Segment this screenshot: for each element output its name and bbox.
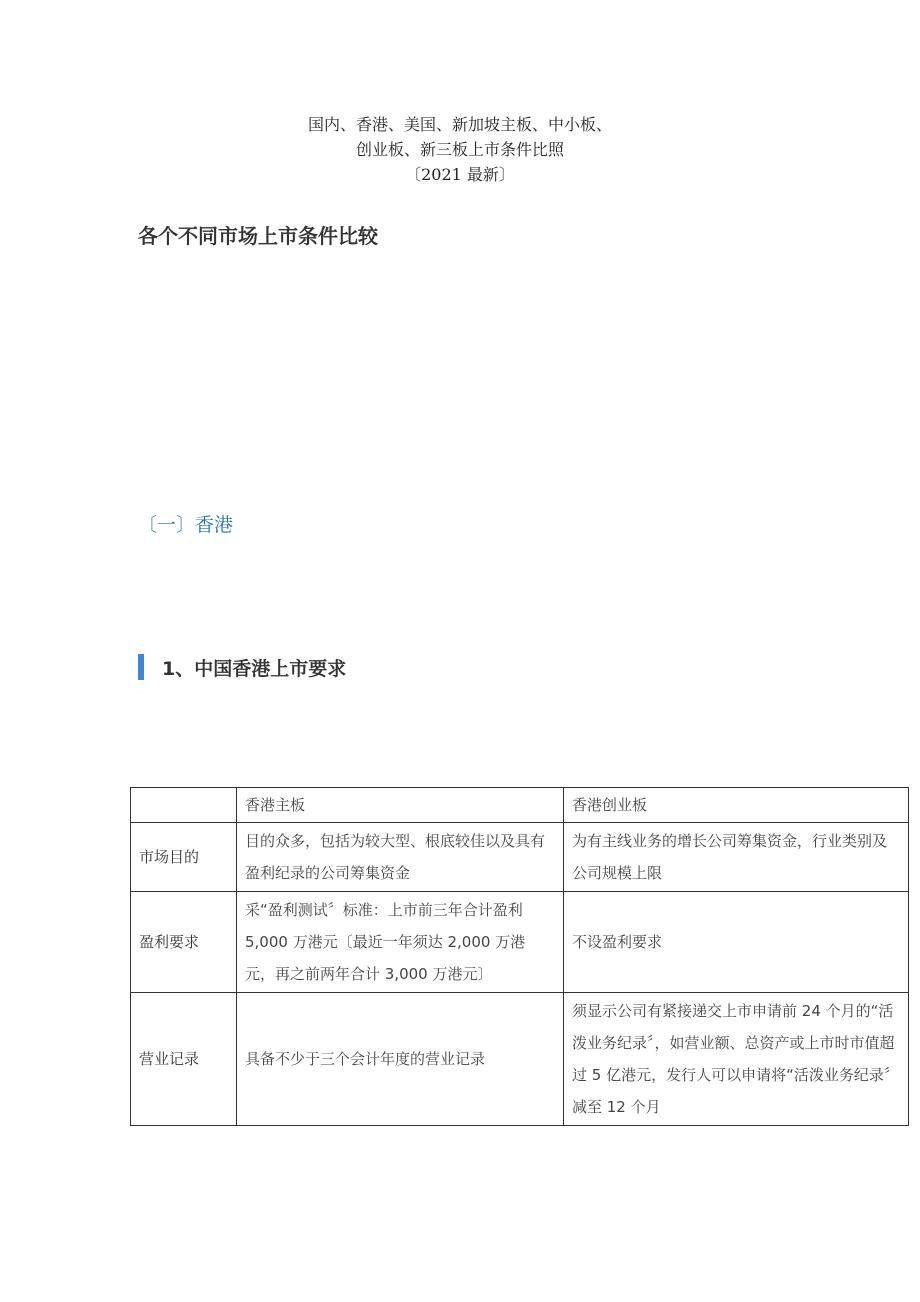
header-cell-gem: 香港创业板	[564, 788, 909, 823]
subsection-hong-kong: 〔一〕香港	[138, 514, 234, 536]
table-row	[131, 993, 909, 1126]
cell-gem: 须显示公司有紧接递交上市申请前 24 个月的“活泼业务纪录〞，如营业额、总资产或上市时市值超过 5 亿港元，发行人可以申请将“活泼业务纪录〞减至 12 个月	[564, 993, 909, 1126]
cell-gem: 为有主线业务的增长公司筹集资金，行业类别及公司规模上限	[564, 823, 909, 892]
title-line-2: 创业板、新三板上市条件比照	[355, 140, 564, 159]
cell-main-board: 目的众多，包括为较大型、根底较佳以及具有盈利纪录的公司筹集资金	[237, 823, 564, 892]
subheading-text: 1、中国香港上市要求	[162, 657, 347, 680]
header-cell-empty	[131, 788, 237, 823]
title-line-3: 〔2021 最新〕	[405, 165, 515, 184]
document-title	[0, 112, 920, 187]
cell-main-board: 具备不少于三个会计年度的营业记录	[237, 993, 564, 1126]
section-heading: 各个不同市场上市条件比较	[138, 224, 378, 248]
subheading-hk-requirements	[138, 654, 346, 680]
heading-accent-bar	[138, 654, 144, 680]
title-line-1: 国内、香港、美国、新加坡主板、中小板、	[307, 115, 612, 134]
cell-gem: 不设盈利要求	[564, 892, 909, 993]
row-label: 盈利要求	[131, 892, 237, 993]
requirements-table	[130, 787, 909, 1126]
cell-main-board: 采“盈利测试〞标准：上市前三年合计盈利 5,000 万港元〔最近一年须达 2,000 万港元，再之前两年合计 3,000 万港元〕	[237, 892, 564, 993]
table-row	[131, 892, 909, 993]
table-header-row	[131, 788, 909, 823]
row-label: 市场目的	[131, 823, 237, 892]
header-cell-main-board: 香港主板	[237, 788, 564, 823]
row-label: 营业记录	[131, 993, 237, 1126]
table-row	[131, 823, 909, 892]
